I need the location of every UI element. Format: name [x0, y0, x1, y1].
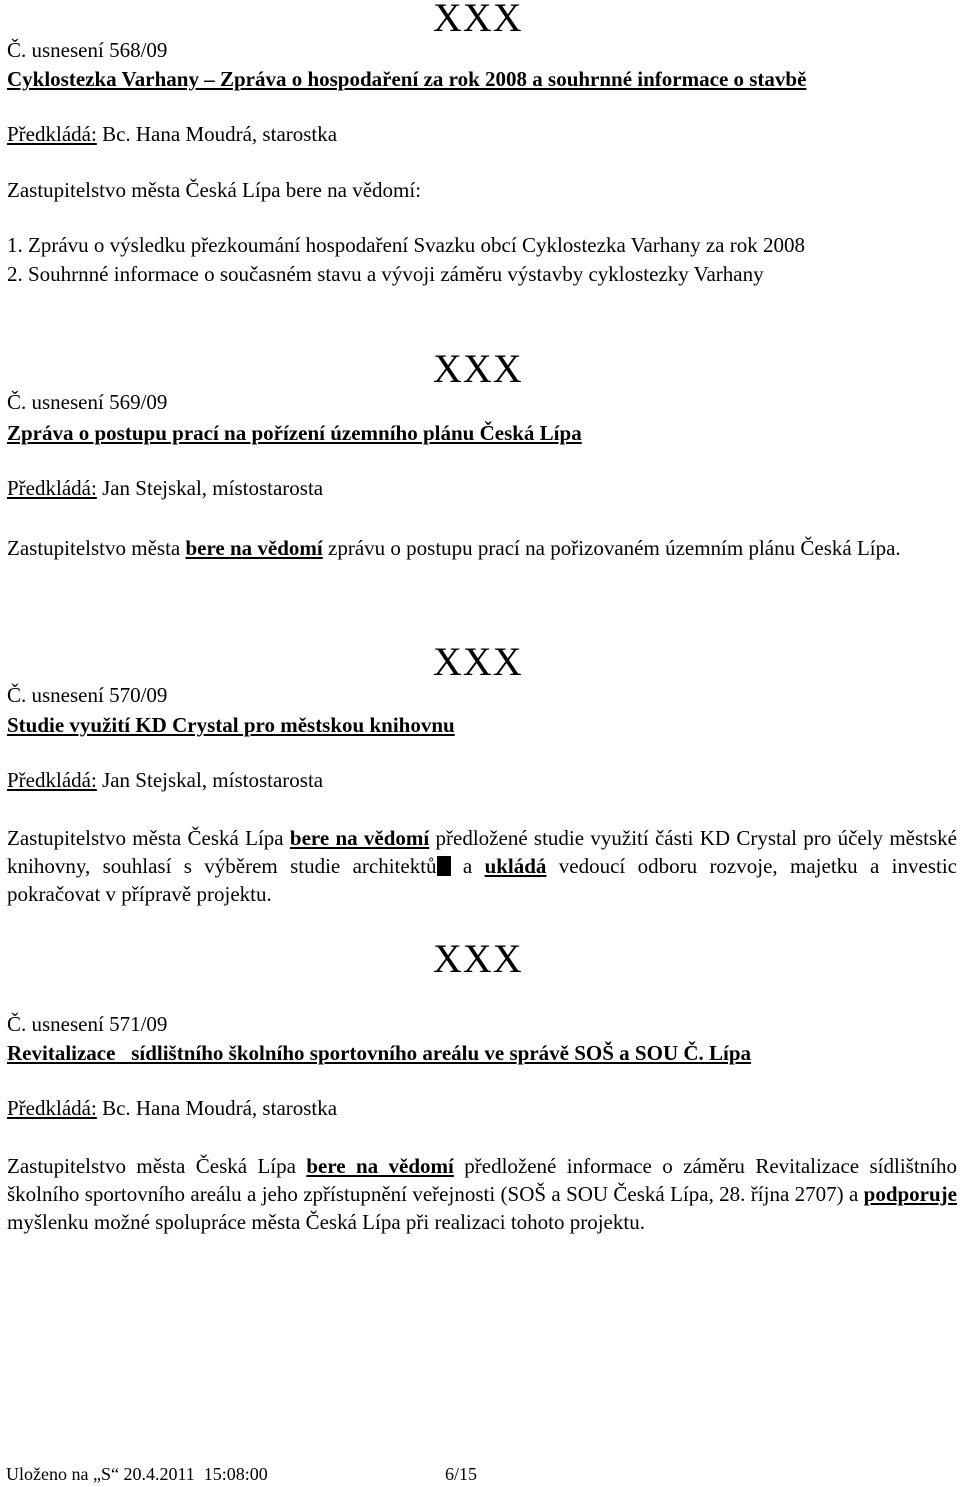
section-marker: XXX — [433, 346, 523, 391]
list-item: 1. Zprávu o výsledku přezkoumání hospodaření Svazku obcí Cyklostezka Varhany za rok 2008 — [7, 233, 805, 257]
emphasis: ukládá — [484, 854, 547, 878]
presenter-name: Jan Stejskal, místostarosta — [102, 476, 324, 500]
resolution-title: Revitalizace sídlištního školního sportovního areálu ve správě SOŠ a SOU Č. Lípa — [7, 1041, 752, 1065]
resolution-intro: Zastupitelstvo města Česká Lípa bere na vědomí: — [7, 178, 422, 202]
footer-page-number: 6/15 — [445, 1464, 478, 1484]
text-run: a — [450, 854, 485, 878]
text-run: předložené informace o záměru Revitalizace sídlištního školního sportovního areálu a jeho zpřístupnění veřejnosti (SOŠ a SOU Česká Lípa, 28. října 2707) a — [7, 1154, 957, 1206]
presenter-name: Bc. Hana Moudrá, starostka — [102, 1096, 338, 1120]
presenter-label: Předkládá: — [7, 1096, 97, 1120]
resolution-number: Č. usnesení 569/09 — [7, 390, 168, 414]
text-run: Zastupitelstvo města — [7, 536, 186, 560]
text-run: Zastupitelstvo města Česká Lípa — [7, 826, 290, 850]
text-run: myšlenku možné spolupráce města Česká Lípa při realizaci tohoto projektu. — [7, 1210, 645, 1234]
resolution-text — [7, 534, 957, 562]
text-run: předložené studie využití části KD Crystal pro účely městské knihovny, souhlasí s výběrem studie architektů — [7, 826, 957, 878]
resolution-text — [7, 824, 957, 908]
emphasis: bere na vědomí — [306, 1154, 454, 1178]
section-marker: XXX — [433, 639, 523, 684]
emphasis: bere na vědomí — [185, 536, 323, 560]
resolution-title: Zpráva o postupu prací na pořízení územního plánu Česká Lípa — [7, 421, 582, 445]
presenter-line — [7, 122, 337, 147]
text-run: Zastupitelstvo města Česká Lípa — [7, 1154, 307, 1178]
resolution-text — [7, 1152, 957, 1236]
section-marker: XXX — [433, 0, 523, 40]
emphasis: podporuje — [863, 1182, 957, 1206]
text-run: zprávu o postupu prací na pořizovaném územním plánu Česká Lípa. — [322, 536, 901, 560]
resolution-number: Č. usnesení 570/09 — [7, 683, 168, 707]
presenter-name: Jan Stejskal, místostarosta — [102, 768, 324, 792]
text-run: vedoucí odboru rozvoje, majetku a investic pokračovat v přípravě projektu. — [7, 854, 957, 906]
presenter-line — [7, 476, 323, 501]
resolution-title: Studie využití KD Crystal pro městskou knihovnu — [7, 713, 455, 737]
presenter-label: Předkládá: — [7, 476, 97, 500]
resolution-number: Č. usnesení 571/09 — [7, 1012, 168, 1036]
presenter-line — [7, 1096, 337, 1121]
redaction-block — [437, 856, 451, 876]
presenter-name: Bc. Hana Moudrá, starostka — [102, 122, 338, 146]
presenter-label: Předkládá: — [7, 768, 97, 792]
emphasis: bere na vědomí — [289, 826, 430, 850]
section-marker: XXX — [433, 936, 523, 981]
presenter-label: Předkládá: — [7, 122, 97, 146]
resolution-title: Cyklostezka Varhany – Zpráva o hospodaření za rok 2008 a souhrnné informace o stavbě — [7, 67, 807, 91]
presenter-line — [7, 768, 323, 793]
footer-saved: Uloženo na „S“ 20.4.2011 15:08:00 — [6, 1464, 268, 1484]
list-item: 2. Souhrnné informace o současném stavu a vývoji záměru výstavby cyklostezky Varhany — [7, 262, 764, 286]
resolution-number: Č. usnesení 568/09 — [7, 38, 168, 62]
